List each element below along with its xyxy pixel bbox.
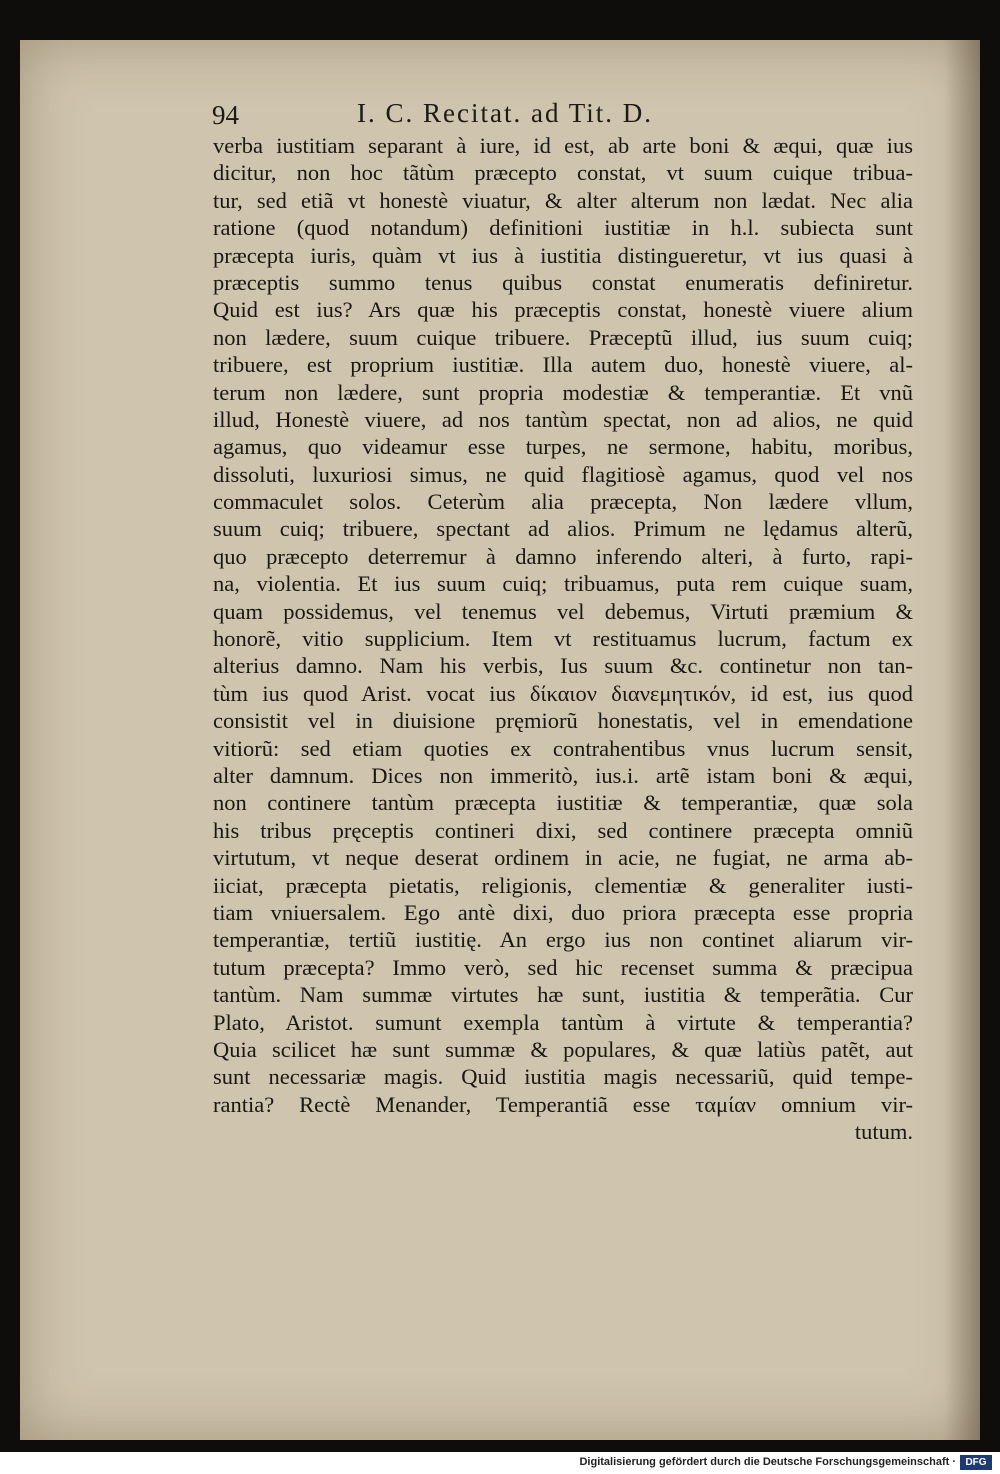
text-line: dissoluti, luxuriosi simus, ne quid flagitiosè agamus, quod vel nos (213, 461, 913, 487)
page-edge-shadow (944, 40, 980, 1440)
text-line: quam possidemus, vel tenemus vel debemus, Virtuti præmium & (213, 598, 913, 624)
text-line: tiam vniuersalem. Ego antè dixi, duo priora præcepta esse propria (213, 899, 913, 925)
text-line: virtutum, vt neque deserat ordinem in acie, ne fugiat, ne arma ab- (213, 845, 913, 871)
text-line: tùm ius quod Arist. vocat ius δίκαιον διανεμητικόν, id est, ius quod (213, 680, 913, 706)
text-line: agamus, quo videamur esse turpes, ne sermone, habitu, moribus, (213, 434, 913, 460)
running-title: I. C. Recitat. ad Tit. D. (357, 98, 654, 128)
footer-bar (0, 1452, 1000, 1474)
text-line: alter damnum. Dices non immeritò, ius.i. artẽ istam boni & æqui, (213, 762, 913, 788)
text-line: dicitur, non hoc tãtùm præcepto constat, vt suum cuique tribua- (213, 160, 913, 186)
text-line: ratione (quod notandum) definitioni iustitiæ in h.l. subiecta sunt (213, 215, 913, 241)
text-line: terum non lædere, sunt propria modestiæ & temperantiæ. Et vnũ (213, 379, 913, 405)
text-line: na, violentia. Et ius suum cuiq; tribuamus, puta rem cuique suam, (213, 571, 913, 597)
text-line: alterius damno. Nam his verbis, Ius suum &c. continetur non tan- (213, 653, 913, 679)
text-line: tutum præcepta? Immo verò, sed hic recenset summa & præcipua (213, 954, 913, 980)
text-line: his tribus pręceptis contineri dixi, sed continere præcepta omniũ (213, 817, 913, 843)
text-line: Quia scilicet hæ sunt summæ & populares, & quæ latiùs patẽt, aut (213, 1036, 913, 1062)
text-line: rantia? Rectè Menander, Temperantiã esse ταμίαν omnium vir- (213, 1091, 913, 1117)
text-line: tantùm. Nam summæ virtutes hæ sunt, iustitia & temperãtia. Cur (213, 982, 913, 1008)
text-line: commaculet solos. Ceterùm alia præcepta, Non lædere vllum, (213, 489, 913, 515)
text-line: non continere tantùm præcepta iustitiæ & temperantiæ, quæ sola (213, 790, 913, 816)
text-line: præceptis summo tenus quibus constat enumeratis definiretur. (213, 269, 913, 295)
text-line: tur, sed etiã vt honestè viuatur, & alter alterum non lædat. Nec alia (213, 187, 913, 213)
text-line: Plato, Aristot. sumunt exempla tantùm à virtute & temperantia? (213, 1009, 913, 1035)
text-line: verba iustitiam separant à iure, id est, ab arte boni & æqui, quæ ius (213, 133, 913, 158)
text-line: non lædere, suum cuique tribuere. Præceptũ illud, ius suum cuiq; (213, 324, 913, 350)
text-line: Quid est ius? Ars quæ his præceptis constat, honestè viuere alium (213, 297, 913, 323)
text-line: illud, Honestè viuere, ad nos tantùm spectat, non ad alios, ne quid (213, 406, 913, 432)
body-text (213, 132, 913, 1145)
text-line: iiciat, præcepta pietatis, religionis, clementiæ & generaliter iusti- (213, 872, 913, 898)
page-header (212, 98, 742, 130)
text-line: honorẽ, vitio supplicium. Item vt restituamus lucrum, factum ex (213, 626, 913, 652)
dfg-logo: DFG (960, 1455, 992, 1470)
text-line: suum cuiq; tribuere, spectant ad alios. Primum ne lędamus alterũ, (213, 516, 913, 542)
text-line: præcepta iuris, quàm vt ius à iustitia distingueretur, vt ius quasi à (213, 242, 913, 268)
text-line: vitiorũ: sed etiam quoties ex contrahentibus vnus lucrum sensit, (213, 735, 913, 761)
page-number: 94 (212, 100, 239, 130)
text-line: consistit vel in diuisione pręmiorũ honestatis, vel in emendatione (213, 708, 913, 734)
text-line: temperantiæ, tertiũ iustitię. An ergo ius non continet aliarum vir- (213, 927, 913, 953)
funding-credit: Digitalisierung gefördert durch die Deutsche Forschungsgemeinschaft · (579, 1456, 956, 1468)
text-line: quo præcepto deterremur à damno inferendo alteri, à furto, rapi- (213, 543, 913, 569)
text-line: tribuere, est proprium iustitiæ. Illa autem duo, honestè viuere, al- (213, 352, 913, 378)
text-line: sunt necessariæ magis. Quid iustitia magis necessariũ, quid tempe- (213, 1064, 913, 1090)
text-line: tutum. (854, 1119, 913, 1145)
